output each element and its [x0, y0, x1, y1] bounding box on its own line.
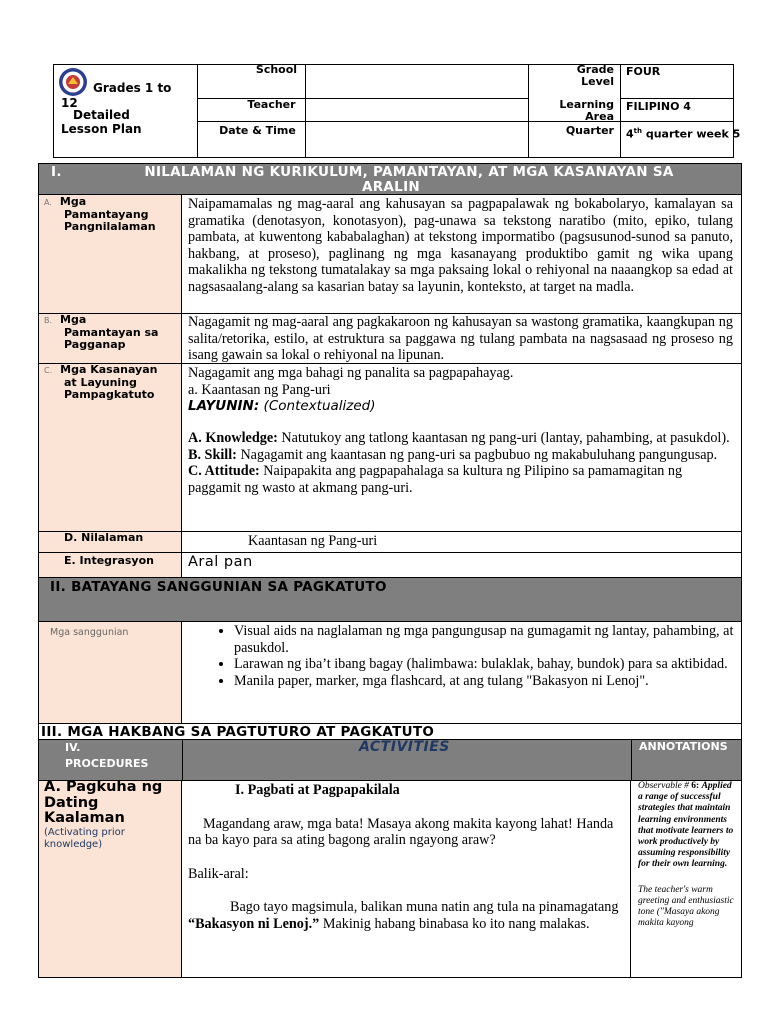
dlp-title: [61, 108, 191, 136]
layunin-label: LAYUNIN:: [188, 398, 260, 415]
row-a-label: [44, 196, 156, 233]
title-cell: [53, 64, 198, 158]
procedures-header-row: [38, 740, 742, 780]
attitude: [188, 463, 733, 496]
grade-label-2: Level: [581, 75, 614, 88]
section3-title: III. MGA HAKBANG SA PAGTUTURO AT PAGKATUTO: [41, 724, 435, 740]
section1-num: I.: [51, 164, 62, 180]
date-label: Date & Time: [219, 124, 296, 137]
section2-title: II. BATAYANG SANGGUNIAN SA PAGKATUTO: [50, 579, 387, 595]
row-c-label: [44, 364, 157, 401]
grade-value: FOUR: [626, 65, 661, 78]
reference-item: • Larawan ng iba’t ibang bagay (halimbawa: bulaklak, bahay, bundok) para sa aktibidad.: [234, 656, 736, 673]
activity-poem: [188, 899, 626, 932]
annotation-note: [638, 885, 738, 930]
quarter-value: [626, 125, 740, 141]
ann-italic: The teacher's warm greeting and enthusiastic tone ("Masaya akong makita kayong: [638, 884, 734, 929]
section3-header: [38, 723, 742, 740]
ann-num: 6:: [691, 781, 700, 791]
school-title: [61, 81, 191, 111]
skill-text: Nagagamit ang kaantasan ng pang-uri sa pagbubuo ng makabuluhang pangungusap.: [236, 446, 718, 463]
step-a-title-2: Dating: [44, 794, 99, 811]
area-value: FILIPINO 4: [626, 100, 691, 113]
row-b-label: [44, 314, 158, 351]
knowledge-label: A. Knowledge:: [188, 430, 278, 447]
poem-text-a: Bago tayo magsimula, balikan muna natin ang tula na pinamagatang: [230, 899, 619, 916]
ann-bold: Applied a range of successful strategies that maintain learning environments that motivate learners to work productively by assuming responsibility for their own learning.: [638, 781, 734, 870]
poem-text-c: Makinig habang binabasa ko ito nang malakas.: [319, 915, 590, 932]
ann-obs: Observable #: [638, 781, 692, 791]
section2-header: [38, 577, 742, 622]
c-label-3: Pampagkatuto: [64, 388, 155, 401]
activity-review: Balik-aral:: [188, 865, 249, 882]
a-label-3: Pangnilalaman: [64, 220, 156, 233]
step-a-sub: (Activating prior knowledge): [44, 826, 125, 850]
activities-title: ACTIVITIES: [359, 739, 450, 755]
area-label-1: Learning: [559, 98, 614, 111]
knowledge: [188, 430, 733, 447]
a-label-1: Mga: [59, 195, 87, 208]
a-content: Naipamamalas ng mag-aaral ang kahusayan sa pagpapalawak ng bokabolaryo, kamalayan sa gramatika (denotasyon, konotasyon), pag-unawa sa tekstong naratibo (mito, epiko, tulang pambata, at kuwentong kababalaghan) at tekstong impormatibo (pagsusunod-sunod sa panuto, hakbang, at proseso), paglinang ng mga kasanayang produktibo gamit ng wika upang makalikha ng tekstong tumatalakay sa mga paksaing lokal o rehiyonal na naaangkop sa edad at nagsasaalang-alang sa kasarian batay sa layunin, konteksto, at target na madla.: [188, 196, 733, 295]
layunin-note: (Contextualized): [259, 398, 376, 415]
procedures-title: [65, 740, 148, 772]
e-content: Aral pan: [188, 554, 253, 570]
c-line2: a. Kaantasan ng Pang-uri: [188, 381, 331, 398]
grade-label-1: Grade: [576, 63, 614, 76]
letter-b: B.: [44, 316, 53, 325]
quarter-rest: quarter week 5: [642, 127, 741, 141]
letter-c: C.: [44, 366, 53, 375]
section1-header: [38, 163, 742, 195]
school-title-line1: Grades 1 to: [93, 81, 172, 95]
activity-heading: I. Pagbati at Pagpapakilala: [235, 782, 400, 798]
dlp-line2: Lesson Plan: [61, 122, 142, 136]
b-label-3: Pagganap: [64, 338, 126, 351]
area-label: [528, 99, 614, 123]
annotation-content: [638, 781, 738, 975]
step-a-title-1: A. Pagkuha ng: [44, 779, 163, 795]
b-label-1: Mga: [60, 313, 87, 326]
section2-label: Mga sanggunian: [50, 627, 129, 638]
c-line1: Nagagamit ang mga bahagi ng panalita sa pagpapahayag.: [188, 365, 514, 381]
grade-label: [528, 64, 614, 88]
c-label-1: Mga Kasanayan: [60, 363, 158, 376]
activity-content: [188, 782, 626, 933]
quarter-label: Quarter: [565, 124, 614, 137]
a-label-2: Pamantayang: [64, 208, 149, 221]
area-label-2: Area: [585, 110, 614, 123]
b-label-2: Pamantayan sa: [64, 326, 159, 339]
attitude-text: Naipapakita ang pagpapahalaga sa kultura ng Pilipino sa pamamagitan ng paggamit ng wasto at akmang pang-uri.: [188, 463, 683, 496]
reference-item: • Visual aids na naglalaman ng mga pangungusap na gumagamit ng lantay, pahambing, at pasukdol.: [234, 623, 736, 656]
e-label: E. Integrasyon: [64, 554, 154, 567]
skill: [188, 447, 733, 464]
c-content: [188, 365, 733, 497]
knowledge-text: Natutukoy ang tatlong kaantasan ng pang-uri (lantay, pahambing, at pasukdol).: [277, 430, 730, 447]
school-title-line2: 12: [61, 96, 78, 110]
poem-title: “Bakasyon ni Lenoj.”: [188, 915, 320, 932]
quarter-sup: th: [633, 127, 642, 135]
annotations-title: ANNOTATIONS: [639, 740, 728, 753]
annotation-observable: [638, 781, 738, 871]
d-label: D. Nilalaman: [64, 531, 144, 544]
reference-item: • Manila paper, marker, mga flashcard, at ang tulang "Bakasyon ni Lenoj".: [234, 673, 736, 690]
teacher-label: Teacher: [247, 98, 296, 111]
references-list: [196, 623, 736, 689]
step-a-label: [44, 780, 180, 851]
date-value[interactable]: [306, 123, 526, 156]
letter-a: A.: [44, 198, 52, 207]
c-label-2: at Layuning: [64, 376, 137, 389]
teacher-value[interactable]: [306, 100, 526, 120]
attitude-label: C. Attitude:: [188, 463, 260, 480]
quarter-num: 4: [626, 127, 634, 141]
school-label: School: [255, 63, 298, 76]
layunin: [188, 398, 733, 414]
school-value[interactable]: [306, 66, 526, 96]
d-content: Kaantasan ng Pang-uri: [248, 533, 378, 549]
activity-greeting: Magandang araw, mga bata! Masaya akong makita kayong lahat! Handa na ba kayo para sa ating bagong aralin ngayong araw?: [188, 815, 614, 849]
procedures-2: PROCEDURES: [65, 757, 149, 770]
b-content: Nagagamit ng mag-aaral ang pagkakaroon ng kahusayan sa wastong gramatika, kaangkupan ng salita/retorika, estilo, at estruktura sa paggawa ng tulang pambata na nagsasaad ng proseso ng isang gawain sa lokal o rehiyonal na lipunan.: [188, 314, 733, 364]
skill-label: B. Skill:: [188, 446, 237, 463]
section1-title-line2: ARALIN: [361, 178, 420, 195]
dlp-line1: Detailed: [73, 108, 130, 122]
procedures-1: IV.: [65, 741, 81, 754]
section1-title-line1: NILALAMAN NG KURIKULUM, PAMANTAYAN, AT MGA KASANAYAN SA: [144, 164, 674, 180]
step-a-title-3: Kaalaman: [44, 810, 125, 826]
